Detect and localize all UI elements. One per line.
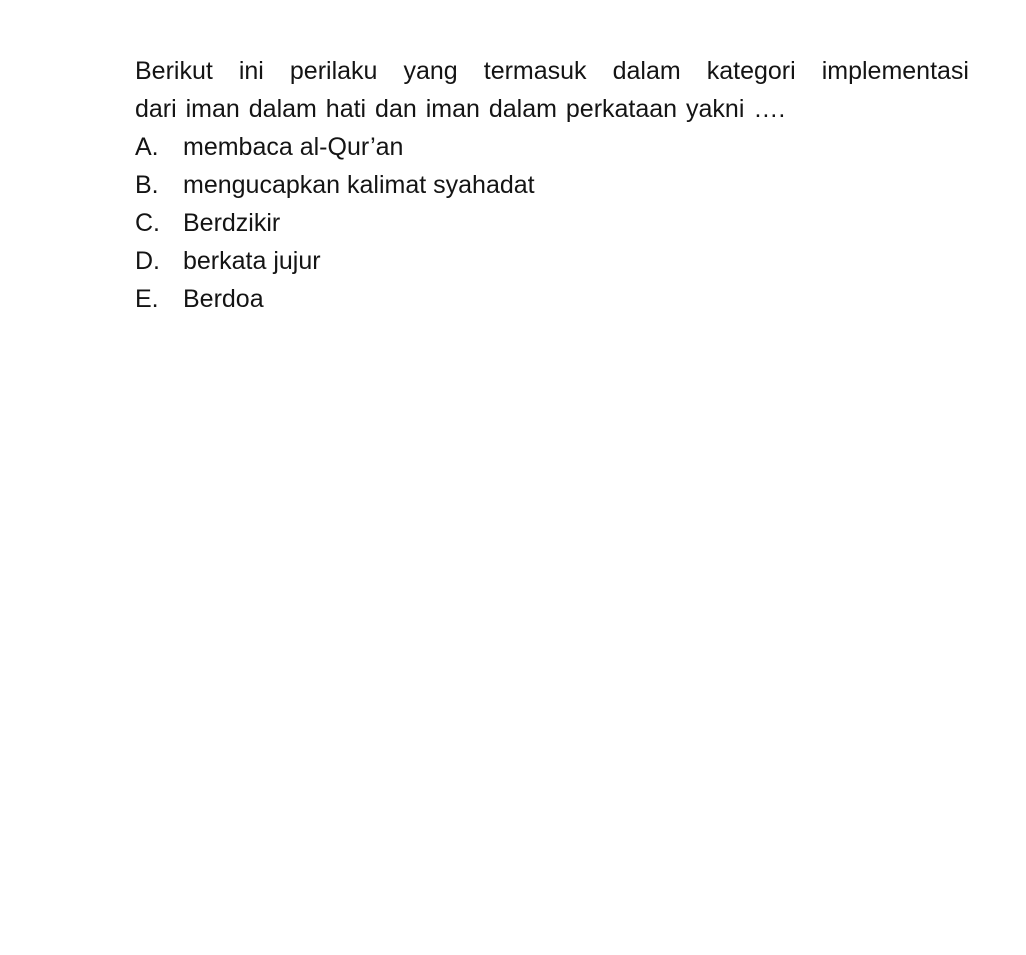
option-text: membaca al-Qur’an — [183, 133, 404, 161]
option-letter: A. — [135, 133, 159, 161]
option-letter: E. — [135, 285, 159, 313]
question-line-1: Berikut ini perilaku yang termasuk dalam kategori implementasi — [135, 57, 969, 85]
question-text — [135, 52, 969, 128]
option-text: Berdzikir — [183, 209, 281, 237]
answer-options — [135, 128, 969, 318]
option-a — [135, 128, 969, 166]
option-c — [135, 204, 969, 242]
question-block — [135, 52, 969, 318]
option-b — [135, 166, 969, 204]
option-letter: C. — [135, 209, 160, 237]
option-text: berkata jujur — [183, 247, 321, 275]
question-line-2: dari iman dalam hati dan iman dalam perkataan yakni …. — [135, 95, 786, 123]
option-text: Berdoa — [183, 285, 264, 313]
option-d — [135, 242, 969, 280]
option-letter: B. — [135, 171, 159, 199]
option-letter: D. — [135, 247, 160, 275]
option-text: mengucapkan kalimat syahadat — [183, 171, 535, 199]
option-e — [135, 280, 969, 318]
